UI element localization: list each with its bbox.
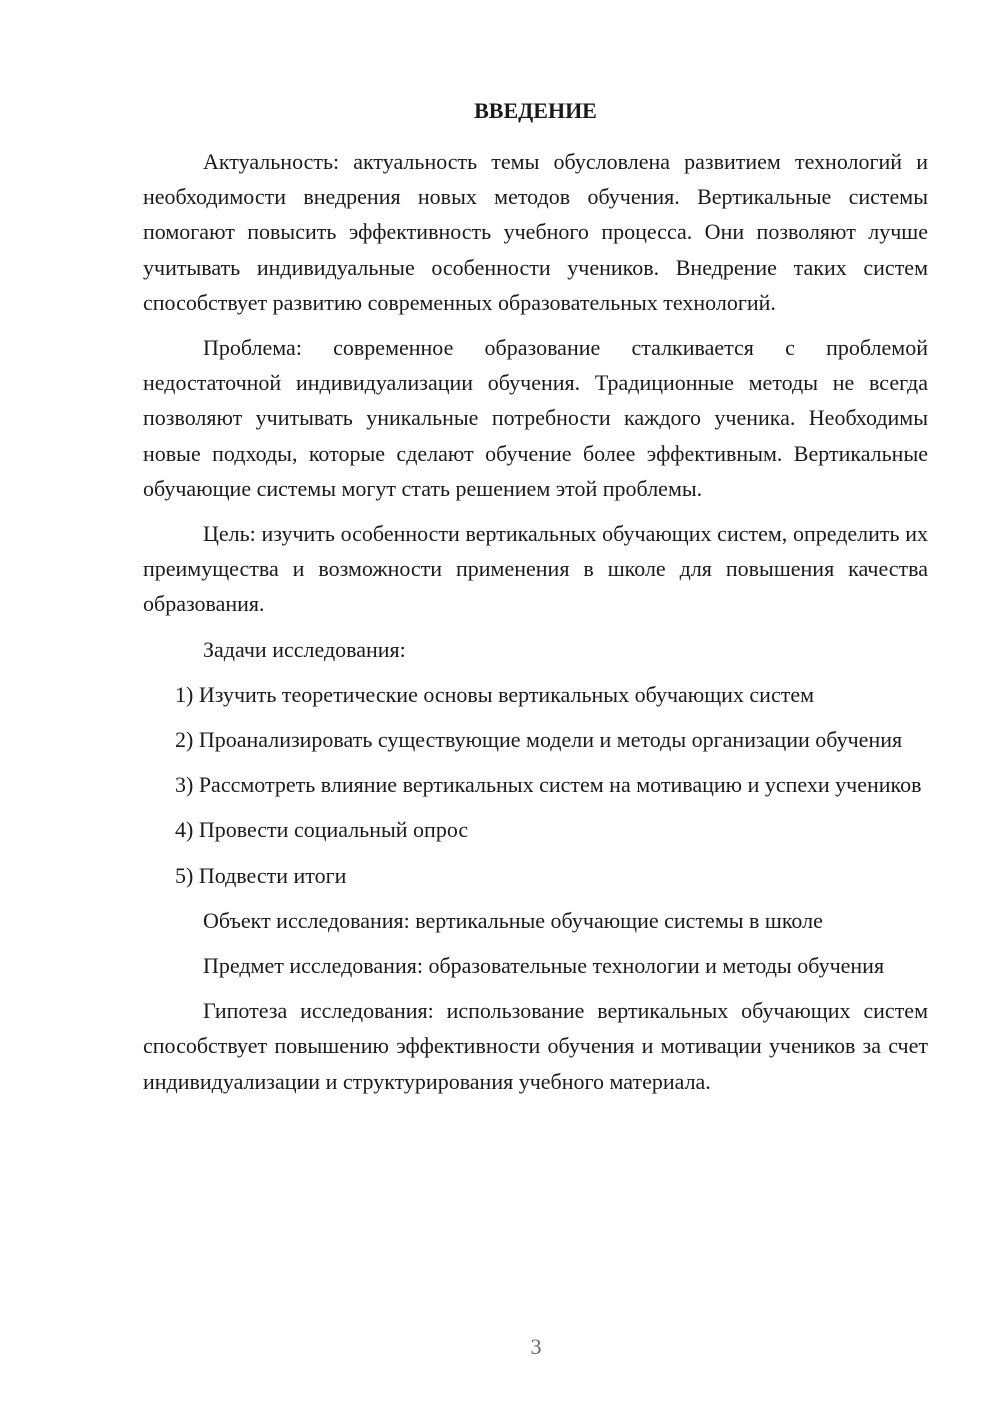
task-item: 4) Провести социальный опрос <box>175 817 469 843</box>
page-title: ВВЕДЕНИЕ <box>474 98 597 123</box>
task-item: 2) Проанализировать существующие модели и методы организации обучения <box>175 727 903 753</box>
problem-paragraph: Проблема: современное образование сталкивается с проблемой недостаточной индивидуализации обучения. Традиционные методы не всегда позволяют учитывать уникальные потребности каждого ученика. Необходимы новые подходы, которые сделают обучение более эффективным. Вертикальные обучающие системы могут стать решением этой проблемы. <box>143 335 928 501</box>
tasks-heading: Задачи исследования: <box>203 636 406 662</box>
page-body <box>143 144 928 1099</box>
subject-paragraph: Предмет исследования: образовательные технологии и методы обучения <box>203 953 885 979</box>
page-number: 3 <box>530 1334 542 1359</box>
object-paragraph: Объект исследования: вертикальные обучающие системы в школе <box>203 907 823 933</box>
task-item: 1) Изучить теоретические основы вертикальных обучающих систем <box>175 681 815 707</box>
task-item: 5) Подвести итоги <box>175 862 347 888</box>
goal-paragraph: Цель: изучить особенности вертикальных обучающих систем, определить их преимущества и возможности применения в школе для повышения качества образования. <box>143 521 928 617</box>
task-item: 3) Рассмотреть влияние вертикальных систем на мотивацию и успехи учеников <box>175 772 922 798</box>
hypothesis-paragraph: Гипотеза исследования: использование вертикальных обучающих систем способствует повышению эффективности обучения и мотивации учеников за счет индивидуализации и структурирования учебного материала. <box>143 998 928 1094</box>
relevance-paragraph: Актуальность: актуальность темы обусловлена развитием технологий и необходимости внедрения новых методов обучения. Вертикальные системы помогают повысить эффективность учебного процесса. Они позволяют лучше учитывать индивидуальные особенности учеников. Внедрение таких систем способствует развитию современных образовательных технологий. <box>143 149 928 315</box>
